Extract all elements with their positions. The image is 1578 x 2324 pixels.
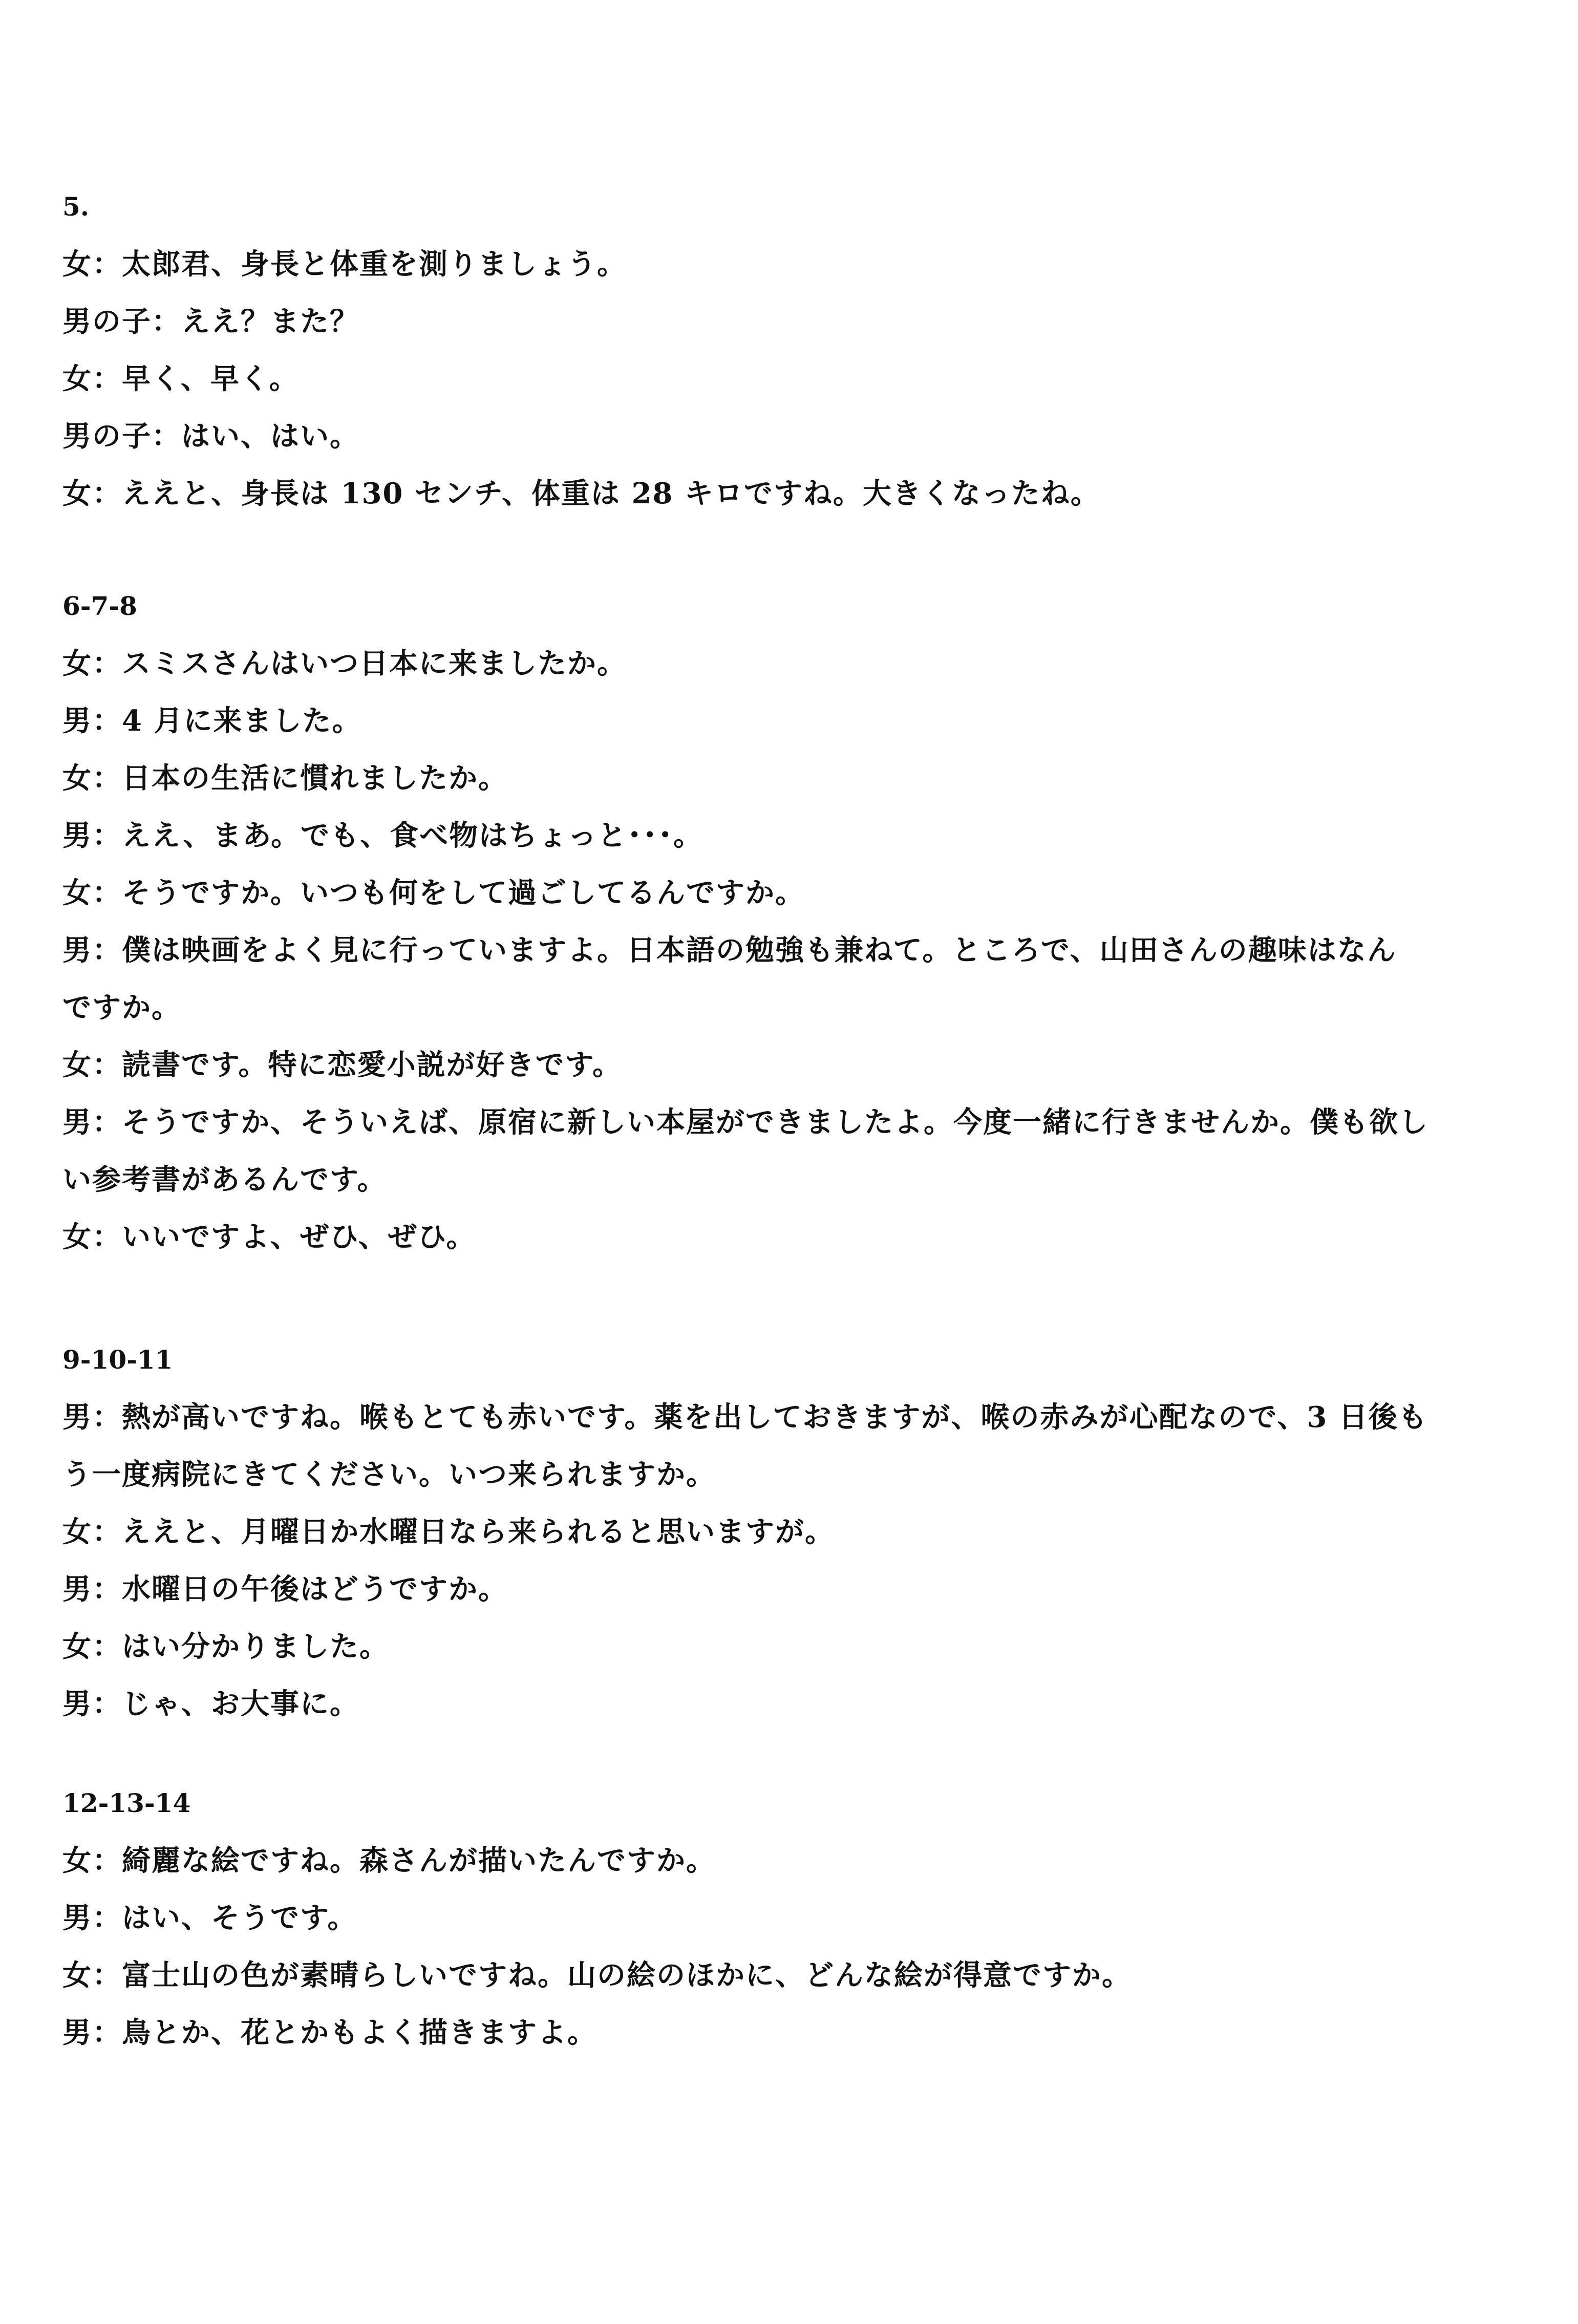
dialogue-line: 女：ええと、身長は 130 センチ、体重は 28 キロですね。大きくなったね。: [62, 477, 1100, 510]
dialogue-line: 女：ええと、月曜日か水曜日なら来られると思いますが。: [62, 1515, 835, 1549]
dialogue-line: 女：綺麗な絵ですね。森さんが描いたんですか。: [62, 1844, 716, 1878]
dialogue-line-continuation: ですか。: [62, 991, 181, 1025]
dialogue-line: 女：早く、早く。: [62, 362, 299, 396]
section-heading: 9-10-11: [62, 1345, 173, 1375]
dialogue-line-continuation: う一度病院にきてください。いつ来られますか。: [62, 1458, 716, 1491]
dialogue-line: 男：ええ、まあ。でも、食べ物はちょっと･･･。: [62, 819, 703, 852]
dialogue-line: 女：スミスさんはいつ日本に来ましたか。: [62, 647, 627, 680]
dialogue-line-continuation: い参考書があるんです。: [62, 1163, 387, 1197]
dialogue-section-6-7-8: [62, 578, 1517, 1266]
dialogue-line: 男：そうですか、そういえば、原宿に新しい本屋ができましたよ。今度一緒に行きませんか。僕も欲し: [62, 1105, 1428, 1139]
dialogue-line: 男：4 月に来ました。: [62, 704, 362, 738]
section-heading: 5.: [62, 191, 90, 222]
dialogue-line: 男：じゃ、お大事に。: [62, 1687, 359, 1721]
dialogue-line: 男：熱が高いですね。喉もとても赤いです。薬を出しておきますが、喉の赤みが心配なので、3 日後も: [62, 1400, 1428, 1434]
dialogue-line: 男の子：ええ？また？: [62, 305, 359, 338]
dialogue-line: 男：はい、そうです。: [62, 1901, 357, 1935]
dialogue-line: 男：僕は映画をよく見に行っていますよ。日本語の勉強も兼ねて。ところで、山田さんの趣味はなん: [62, 933, 1397, 967]
dialogue-section-9-10-11: [62, 1331, 1517, 1733]
dialogue-line: 女：そうですか。いつも何をして過ごしてるんですか。: [62, 876, 805, 910]
dialogue-line: 男の子：はい、はい。: [62, 419, 359, 453]
dialogue-line: 女：いいですよ、ぜひ、ぜひ。: [62, 1220, 476, 1254]
dialogue-line: 女：日本の生活に慣れましたか。: [62, 761, 508, 795]
dialogue-line: 女：富士山の色が素晴らしいですね。山の絵のほかに、どんな絵が得意ですか。: [62, 1958, 1132, 1992]
dialogue-section-5: [62, 178, 1517, 522]
section-heading: 6-7-8: [62, 591, 137, 621]
dialogue-line: 男：水曜日の午後はどうですか。: [62, 1572, 508, 1606]
dialogue-line: 女：太郎君、身長と体重を測りましょう。: [62, 247, 627, 281]
dialogue-line: 女：はい分かりました。: [62, 1630, 389, 1664]
dialogue-line: 女：読書です。特に恋愛小説が好きです。: [62, 1048, 623, 1082]
section-heading: 12-13-14: [62, 1788, 191, 1818]
dialogue-line: 男：鳥とか、花とかもよく描きますよ。: [62, 2016, 597, 2050]
dialogue-section-12-13-14: [62, 1775, 1517, 2061]
